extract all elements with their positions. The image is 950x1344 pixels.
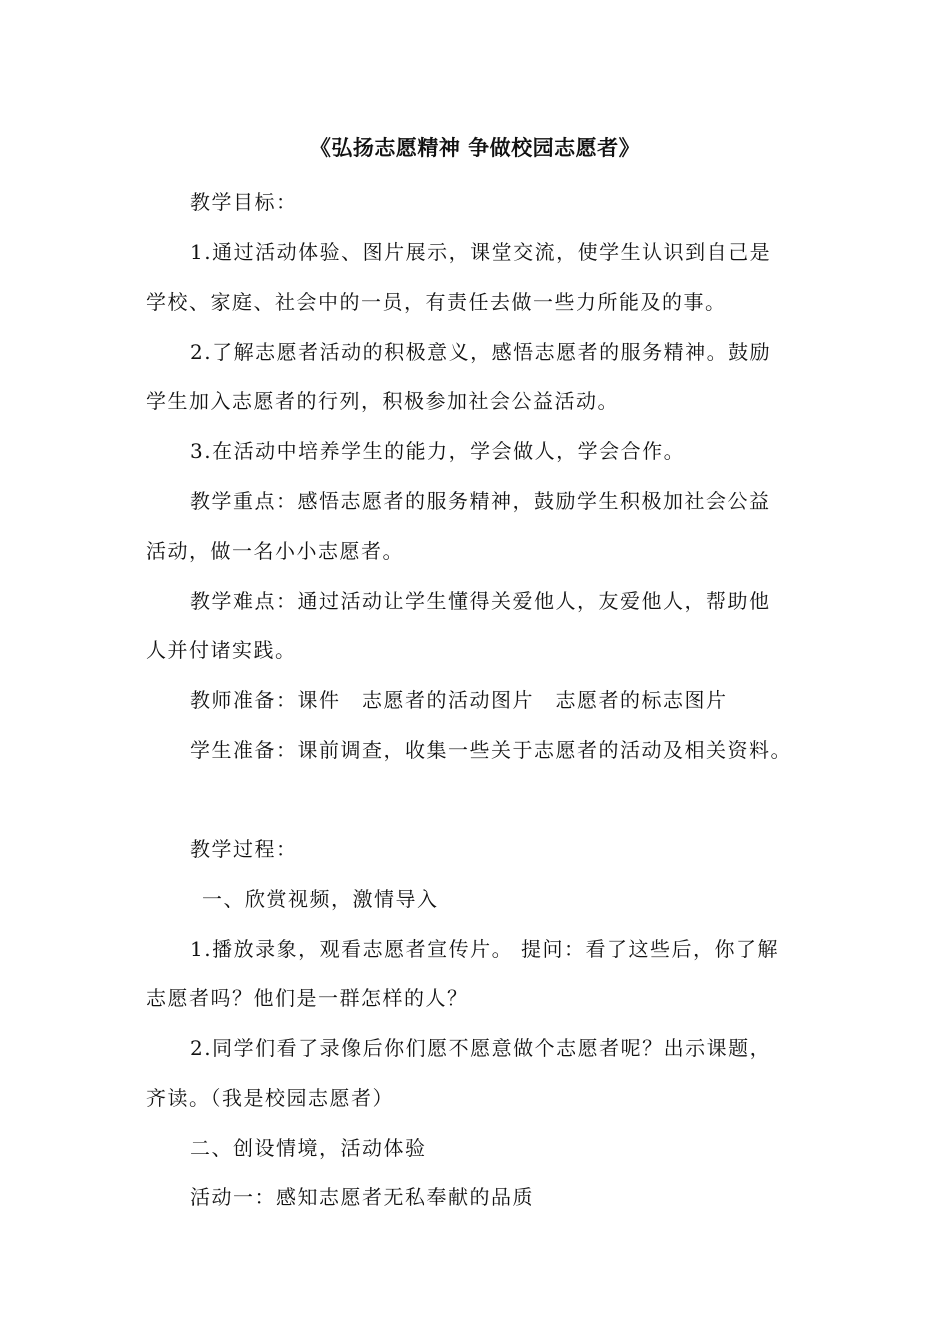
paragraph-line: 教师准备：课件 志愿者的活动图片 志愿者的标志图片 [190,688,728,712]
paragraph-line: 1.通过活动体验、图片展示，课堂交流，使学生认识到自己是 [190,240,772,264]
paragraph-line: 教学重点：感悟志愿者的服务精神，鼓励学生积极加社会公益 [190,489,771,513]
paragraph-line: 学生加入志愿者的行列，积极参加社会公益活动。 [146,389,619,413]
subsection-heading: 二、创设情境，活动体验 [190,1136,427,1160]
paragraph-line: 人并付诸实践。 [146,638,297,662]
subsection-heading: 一、欣赏视频，激情导入 [202,887,439,911]
paragraph-line: 学校、家庭、社会中的一员，有责任去做一些力所能及的事。 [146,290,727,314]
paragraph-line: 3.在活动中培养学生的能力，学会做人，学会合作。 [190,439,686,463]
paragraph-line: 齐读。（我是校园志愿者） [146,1086,394,1110]
paragraph-line: 2.了解志愿者活动的积极意义，感悟志愿者的服务精神。鼓励 [190,340,772,364]
paragraph-line: 1.播放录象，观看志愿者宣传片。 提问：看了这些后，你了解 [190,937,779,961]
paragraph-line: 活动，做一名小小志愿者。 [146,539,404,563]
paragraph-line: 活动一：感知志愿者无私奉献的品质 [190,1185,534,1209]
paragraph-line: 2.同学们看了录像后你们愿不愿意做个志愿者呢？出示课题， [190,1036,772,1060]
paragraph-line: 学生准备：课前调查，收集一些关于志愿者的活动及相关资料。 [190,738,792,762]
paragraph-line: 教学难点：通过活动让学生懂得关爱他人，友爱他人，帮助他 [190,589,771,613]
paragraph-line: 志愿者吗？他们是一群怎样的人？ [146,986,469,1010]
document-title: 《弘扬志愿精神 争做校园志愿者》 [309,135,641,160]
section-heading-process: 教学过程： [190,837,298,861]
section-heading-objectives: 教学目标： [190,190,298,214]
